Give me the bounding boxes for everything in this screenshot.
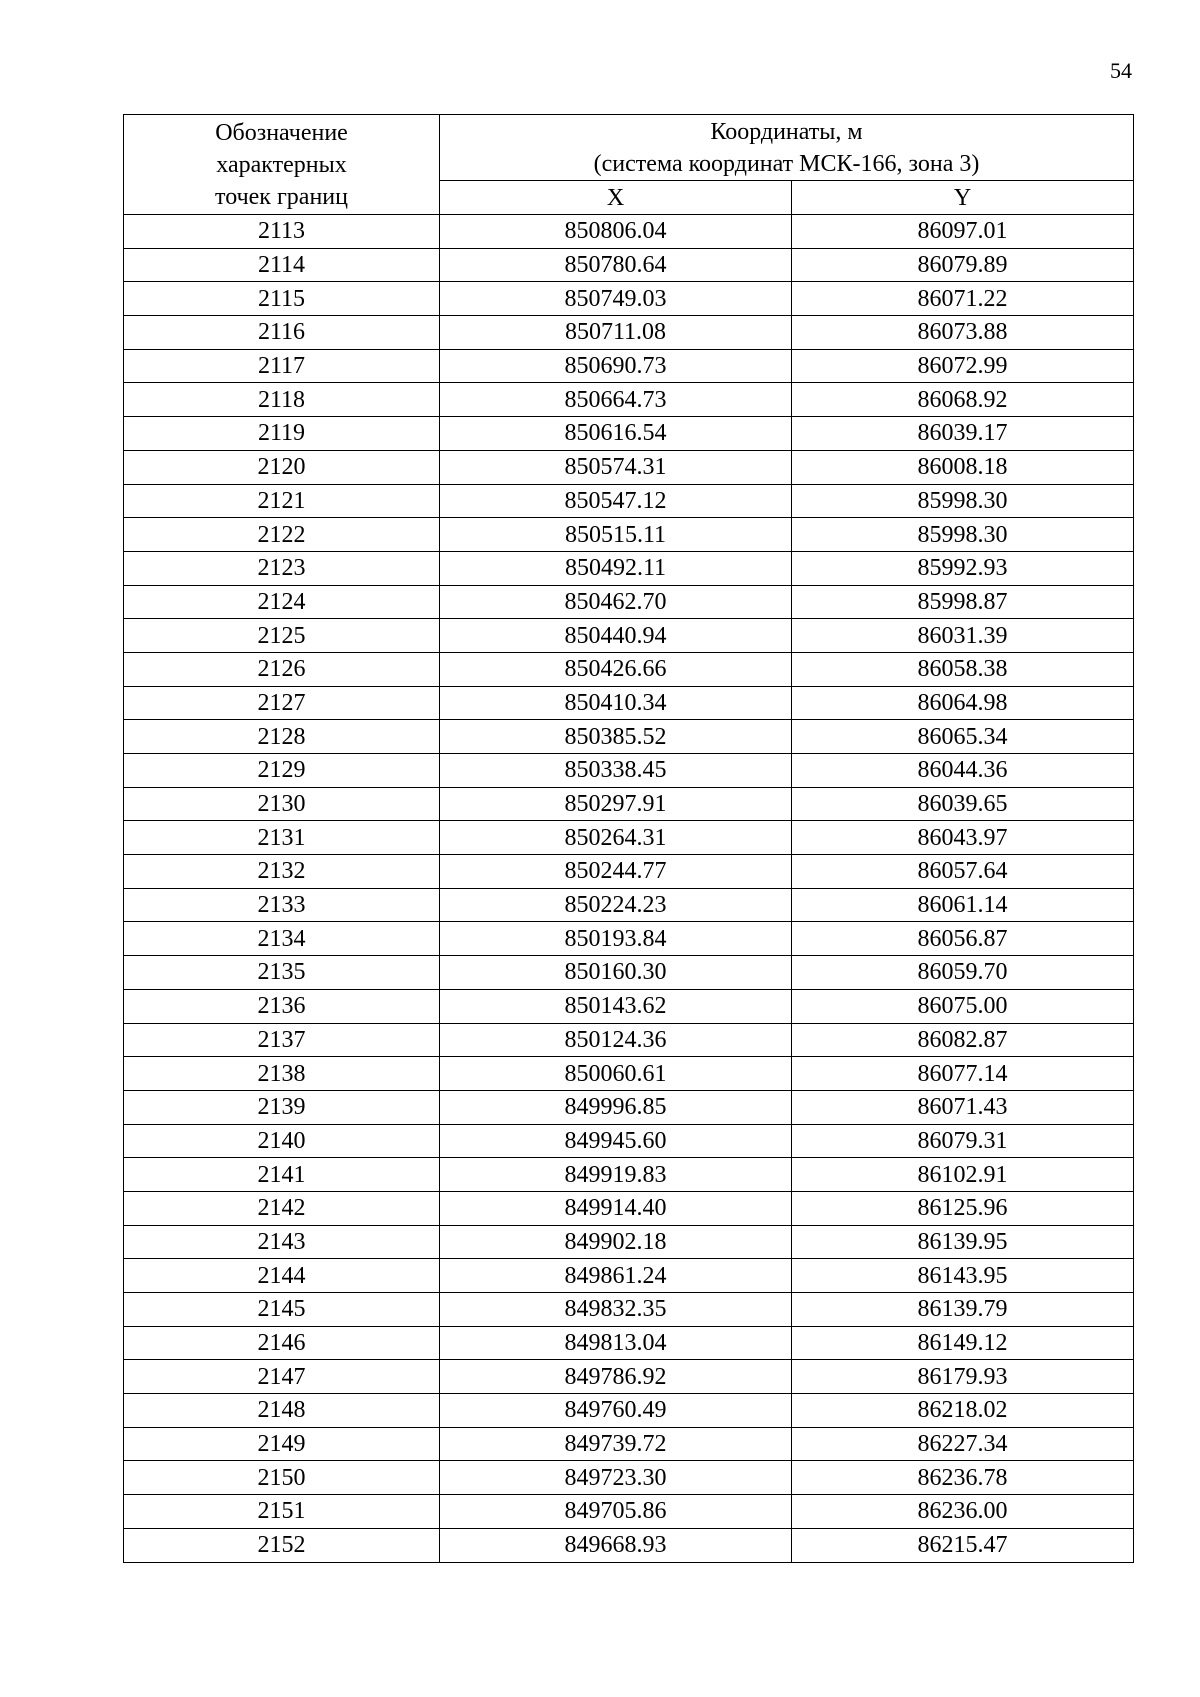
- table-row: [124, 1124, 1134, 1158]
- point-id-cell: 2125: [124, 619, 440, 653]
- y-coordinate-cell: 86057.64: [792, 855, 1134, 889]
- point-id-cell: 2138: [124, 1057, 440, 1091]
- point-id-cell: 2128: [124, 720, 440, 754]
- table-row: [124, 1360, 1134, 1394]
- table-row: [124, 1090, 1134, 1124]
- y-coordinate-cell: 86218.02: [792, 1394, 1134, 1428]
- header-coordinates-line: (система координат МСК-166, зона 3): [593, 150, 980, 177]
- point-id-cell: 2132: [124, 855, 440, 889]
- table-row: [124, 585, 1134, 619]
- point-id-cell: 2120: [124, 450, 440, 484]
- y-coordinate-cell: 86061.14: [792, 888, 1134, 922]
- point-id-cell: 2152: [124, 1528, 440, 1562]
- point-id-cell: 2149: [124, 1427, 440, 1461]
- point-id-cell: 2151: [124, 1495, 440, 1529]
- table-row: [124, 349, 1134, 383]
- point-id-cell: 2114: [124, 248, 440, 282]
- x-coordinate-cell: 849914.40: [440, 1191, 792, 1225]
- point-id-cell: 2134: [124, 922, 440, 956]
- y-coordinate-cell: 86039.17: [792, 417, 1134, 451]
- point-id-cell: 2124: [124, 585, 440, 619]
- x-coordinate-cell: 849945.60: [440, 1124, 792, 1158]
- x-coordinate-cell: 849832.35: [440, 1293, 792, 1327]
- y-coordinate-cell: 86102.91: [792, 1158, 1134, 1192]
- point-id-cell: 2148: [124, 1394, 440, 1428]
- point-id-cell: 2123: [124, 551, 440, 585]
- y-coordinate-cell: 86058.38: [792, 652, 1134, 686]
- point-id-cell: 2119: [124, 417, 440, 451]
- point-id-cell: 2115: [124, 282, 440, 316]
- x-coordinate-cell: 850060.61: [440, 1057, 792, 1091]
- point-id-cell: 2135: [124, 956, 440, 990]
- table-row: [124, 619, 1134, 653]
- y-coordinate-cell: 86008.18: [792, 450, 1134, 484]
- header-y: Y: [792, 181, 1134, 215]
- y-coordinate-cell: 86065.34: [792, 720, 1134, 754]
- y-coordinate-cell: 86043.97: [792, 821, 1134, 855]
- point-id-cell: 2122: [124, 518, 440, 552]
- x-coordinate-cell: 850492.11: [440, 551, 792, 585]
- table-row: [124, 922, 1134, 956]
- x-coordinate-cell: 850224.23: [440, 888, 792, 922]
- point-id-cell: 2118: [124, 383, 440, 417]
- table-row: [124, 417, 1134, 451]
- point-id-cell: 2145: [124, 1293, 440, 1327]
- y-coordinate-cell: 86031.39: [792, 619, 1134, 653]
- point-id-cell: 2117: [124, 349, 440, 383]
- table-row: [124, 1326, 1134, 1360]
- y-coordinate-cell: 86097.01: [792, 215, 1134, 249]
- x-coordinate-cell: 850749.03: [440, 282, 792, 316]
- table-row: [124, 888, 1134, 922]
- table-row: [124, 1394, 1134, 1428]
- y-coordinate-cell: 85998.30: [792, 484, 1134, 518]
- y-coordinate-cell: 86139.95: [792, 1225, 1134, 1259]
- x-coordinate-cell: 849902.18: [440, 1225, 792, 1259]
- y-coordinate-cell: 86056.87: [792, 922, 1134, 956]
- x-coordinate-cell: 850143.62: [440, 989, 792, 1023]
- table-row: [124, 1158, 1134, 1192]
- table-body: [124, 215, 1134, 1563]
- table-row: [124, 1191, 1134, 1225]
- y-coordinate-cell: 85998.87: [792, 585, 1134, 619]
- y-coordinate-cell: 86064.98: [792, 686, 1134, 720]
- y-coordinate-cell: 86077.14: [792, 1057, 1134, 1091]
- point-id-cell: 2131: [124, 821, 440, 855]
- table-row: [124, 215, 1134, 249]
- y-coordinate-cell: 86072.99: [792, 349, 1134, 383]
- coordinates-table: [123, 114, 1134, 1563]
- header-point-designation-line: характерных: [216, 151, 347, 178]
- table-row: [124, 1528, 1134, 1562]
- y-coordinate-cell: 86143.95: [792, 1259, 1134, 1293]
- x-coordinate-cell: 849668.93: [440, 1528, 792, 1562]
- table-row: [124, 855, 1134, 889]
- table-row: [124, 1293, 1134, 1327]
- y-coordinate-cell: 86071.43: [792, 1090, 1134, 1124]
- x-coordinate-cell: 850547.12: [440, 484, 792, 518]
- point-id-cell: 2113: [124, 215, 440, 249]
- table-row: [124, 989, 1134, 1023]
- table-row: [124, 450, 1134, 484]
- x-coordinate-cell: 849786.92: [440, 1360, 792, 1394]
- point-id-cell: 2143: [124, 1225, 440, 1259]
- point-id-cell: 2126: [124, 652, 440, 686]
- point-id-cell: 2137: [124, 1023, 440, 1057]
- table-row: [124, 821, 1134, 855]
- y-coordinate-cell: 86139.79: [792, 1293, 1134, 1327]
- x-coordinate-cell: 850385.52: [440, 720, 792, 754]
- table-row: [124, 1259, 1134, 1293]
- table-row: [124, 248, 1134, 282]
- x-coordinate-cell: 849919.83: [440, 1158, 792, 1192]
- x-coordinate-cell: 850297.91: [440, 787, 792, 821]
- header-coordinates-line: Координаты, м: [710, 118, 863, 145]
- y-coordinate-cell: 86125.96: [792, 1191, 1134, 1225]
- x-coordinate-cell: 850338.45: [440, 754, 792, 788]
- x-coordinate-cell: 850711.08: [440, 316, 792, 350]
- table-row: [124, 720, 1134, 754]
- y-coordinate-cell: 86179.93: [792, 1360, 1134, 1394]
- x-coordinate-cell: 850616.54: [440, 417, 792, 451]
- x-coordinate-cell: 850440.94: [440, 619, 792, 653]
- table-row: [124, 282, 1134, 316]
- y-coordinate-cell: 86236.78: [792, 1461, 1134, 1495]
- y-coordinate-cell: 85998.30: [792, 518, 1134, 552]
- y-coordinate-cell: 86075.00: [792, 989, 1134, 1023]
- table-header: [124, 115, 1134, 215]
- point-id-cell: 2133: [124, 888, 440, 922]
- y-coordinate-cell: 86068.92: [792, 383, 1134, 417]
- x-coordinate-cell: 850193.84: [440, 922, 792, 956]
- y-coordinate-cell: 86236.00: [792, 1495, 1134, 1529]
- x-coordinate-cell: 850574.31: [440, 450, 792, 484]
- point-id-cell: 2116: [124, 316, 440, 350]
- table-row: [124, 551, 1134, 585]
- header-coordinates: [440, 115, 1134, 181]
- table-row: [124, 1461, 1134, 1495]
- x-coordinate-cell: 849996.85: [440, 1090, 792, 1124]
- x-coordinate-cell: 850410.34: [440, 686, 792, 720]
- y-coordinate-cell: 86044.36: [792, 754, 1134, 788]
- x-coordinate-cell: 849705.86: [440, 1495, 792, 1529]
- x-coordinate-cell: 850462.70: [440, 585, 792, 619]
- x-coordinate-cell: 849723.30: [440, 1461, 792, 1495]
- x-coordinate-cell: 849861.24: [440, 1259, 792, 1293]
- y-coordinate-cell: 86215.47: [792, 1528, 1134, 1562]
- point-id-cell: 2147: [124, 1360, 440, 1394]
- y-coordinate-cell: 86079.89: [792, 248, 1134, 282]
- point-id-cell: 2140: [124, 1124, 440, 1158]
- table-row: [124, 652, 1134, 686]
- x-coordinate-cell: 850515.11: [440, 518, 792, 552]
- x-coordinate-cell: 850264.31: [440, 821, 792, 855]
- y-coordinate-cell: 86059.70: [792, 956, 1134, 990]
- point-id-cell: 2139: [124, 1090, 440, 1124]
- x-coordinate-cell: 850160.30: [440, 956, 792, 990]
- y-coordinate-cell: 86039.65: [792, 787, 1134, 821]
- x-coordinate-cell: 849760.49: [440, 1394, 792, 1428]
- x-coordinate-cell: 849739.72: [440, 1427, 792, 1461]
- table-row: [124, 1495, 1134, 1529]
- point-id-cell: 2146: [124, 1326, 440, 1360]
- table-row: [124, 1225, 1134, 1259]
- point-id-cell: 2150: [124, 1461, 440, 1495]
- x-coordinate-cell: 850806.04: [440, 215, 792, 249]
- header-x: X: [440, 181, 792, 215]
- y-coordinate-cell: 86149.12: [792, 1326, 1134, 1360]
- table-row: [124, 484, 1134, 518]
- point-id-cell: 2144: [124, 1259, 440, 1293]
- header-point-designation: [124, 115, 440, 215]
- table-row: [124, 956, 1134, 990]
- point-id-cell: 2141: [124, 1158, 440, 1192]
- x-coordinate-cell: 850244.77: [440, 855, 792, 889]
- point-id-cell: 2121: [124, 484, 440, 518]
- table-row: [124, 316, 1134, 350]
- header-point-designation-line: точек границ: [215, 183, 348, 210]
- y-coordinate-cell: 86079.31: [792, 1124, 1134, 1158]
- point-id-cell: 2136: [124, 989, 440, 1023]
- point-id-cell: 2129: [124, 754, 440, 788]
- table-row: [124, 754, 1134, 788]
- point-id-cell: 2142: [124, 1191, 440, 1225]
- point-id-cell: 2127: [124, 686, 440, 720]
- y-coordinate-cell: 86073.88: [792, 316, 1134, 350]
- x-coordinate-cell: 850426.66: [440, 652, 792, 686]
- x-coordinate-cell: 850690.73: [440, 349, 792, 383]
- x-coordinate-cell: 850124.36: [440, 1023, 792, 1057]
- table-row: [124, 787, 1134, 821]
- table-row: [124, 518, 1134, 552]
- table-row: [124, 383, 1134, 417]
- y-coordinate-cell: 86071.22: [792, 282, 1134, 316]
- table-row: [124, 1427, 1134, 1461]
- header-point-designation-line: Обозначение: [215, 119, 348, 146]
- y-coordinate-cell: 86082.87: [792, 1023, 1134, 1057]
- table-row: [124, 1057, 1134, 1091]
- x-coordinate-cell: 849813.04: [440, 1326, 792, 1360]
- table-row: [124, 686, 1134, 720]
- x-coordinate-cell: 850780.64: [440, 248, 792, 282]
- y-coordinate-cell: 85992.93: [792, 551, 1134, 585]
- x-coordinate-cell: 850664.73: [440, 383, 792, 417]
- page-number: 54: [1110, 58, 1132, 83]
- y-coordinate-cell: 86227.34: [792, 1427, 1134, 1461]
- table-row: [124, 1023, 1134, 1057]
- point-id-cell: 2130: [124, 787, 440, 821]
